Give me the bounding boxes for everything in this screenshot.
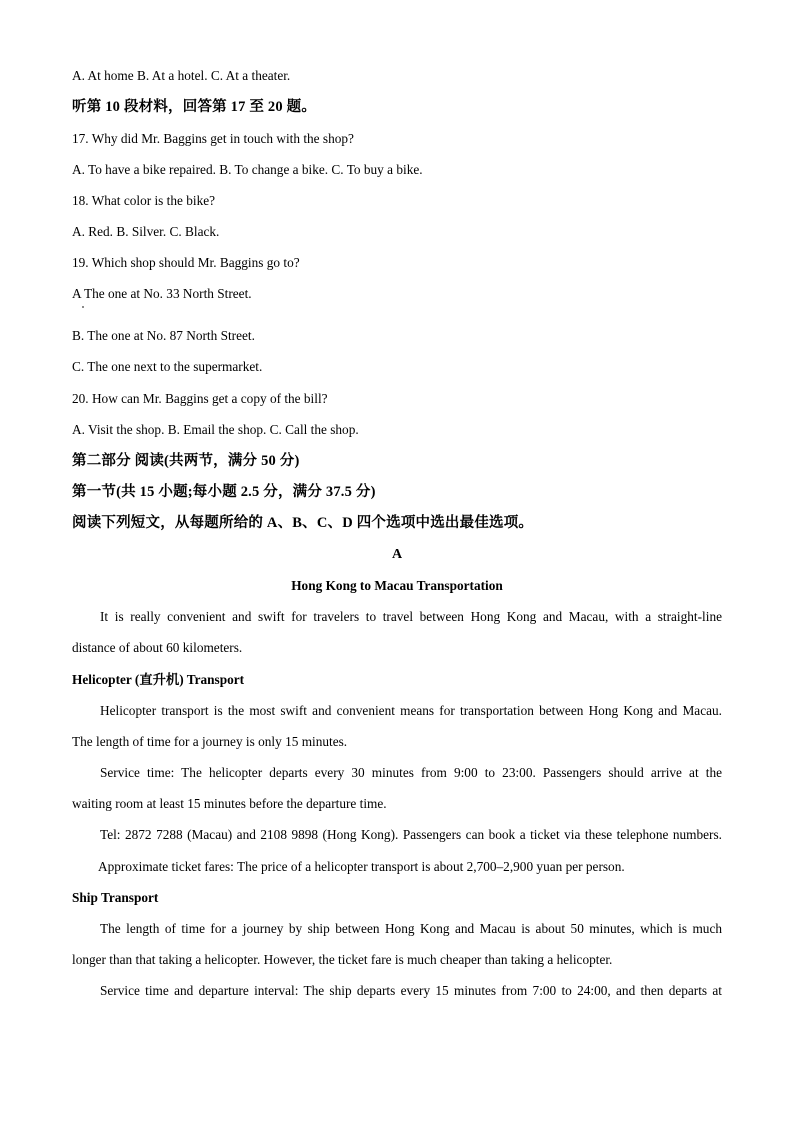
- q18-options: A. Red. B. Silver. C. Black.: [72, 224, 220, 239]
- q19-option-b: B. The one at No. 87 North Street.: [72, 328, 255, 343]
- helicopter-tel: Tel: 2872 7288 (Macau) and 2108 9898 (Hong Kong). Passengers can book a ticket via these telephone numbers.: [100, 827, 722, 842]
- helicopter-service-line-1: Service time: The helicopter departs every 30 minutes from 9:00 to 23:00. Passengers should arrive at the: [100, 765, 722, 780]
- q16-options: A. At home B. At a hotel. C. At a theater.: [72, 68, 291, 83]
- section-instruction-material-10: 听第 10 段材料，回答第 17 至 20 题。: [72, 99, 317, 115]
- helicopter-service-line-2: waiting room at least 15 minutes before the departure time.: [72, 796, 387, 811]
- question-20: 20. How can Mr. Baggins get a copy of the bill?: [72, 391, 328, 406]
- intro-paragraph-line-2: distance of about 60 kilometers.: [72, 640, 243, 655]
- passage-title: Hong Kong to Macau Transportation: [291, 578, 503, 593]
- part-two-heading: 第二部分 阅读(共两节，满分 50 分): [72, 453, 300, 469]
- helicopter-heading: Helicopter (直升机) Transport: [72, 672, 245, 687]
- ship-heading: Ship Transport: [72, 890, 159, 905]
- question-17: 17. Why did Mr. Baggins get in touch with the shop?: [72, 131, 354, 146]
- q20-options: A. Visit the shop. B. Email the shop. C. Call the shop.: [72, 422, 359, 437]
- section-one-heading: 第一节(共 15 小题;每小题 2.5 分，满分 37.5 分): [72, 484, 376, 500]
- ship-paragraph-line-2: longer than that taking a helicopter. However, the ticket fare is much cheaper than taking a helicopter.: [72, 952, 613, 967]
- ship-paragraph-line-1: The length of time for a journey by ship between Hong Kong and Macau is about 50 minutes, which is much: [100, 921, 722, 936]
- q17-options: A. To have a bike repaired. B. To change a bike. C. To buy a bike.: [72, 162, 423, 177]
- question-18: 18. What color is the bike?: [72, 193, 216, 208]
- reading-instruction: 阅读下列短文，从每题所给的 A、B、C、D 四个选项中选出最佳选项。: [72, 515, 534, 531]
- helicopter-paragraph-line-2: The length of time for a journey is only 15 minutes.: [72, 734, 348, 749]
- q19-option-c: C. The one next to the supermarket.: [72, 359, 263, 374]
- question-19: 19. Which shop should Mr. Baggins go to?: [72, 255, 300, 270]
- helicopter-paragraph-line-1: Helicopter transport is the most swift and convenient means for transportation between Hong Kong and Macau.: [100, 703, 722, 718]
- stray-dot: [82, 306, 84, 308]
- q19-option-a: A The one at No. 33 North Street.: [72, 286, 252, 301]
- passage-label: A: [391, 547, 403, 562]
- intro-paragraph-line-1: It is really convenient and swift for travelers to travel between Hong Kong and Macau, with a straight-line: [100, 609, 722, 624]
- helicopter-fares: Approximate ticket fares: The price of a helicopter transport is about 2,700–2,900 yuan per person.: [98, 859, 625, 874]
- ship-service-line-1: Service time and departure interval: The ship departs every 15 minutes from 7:00 to 24:00, and then departs at: [100, 983, 722, 998]
